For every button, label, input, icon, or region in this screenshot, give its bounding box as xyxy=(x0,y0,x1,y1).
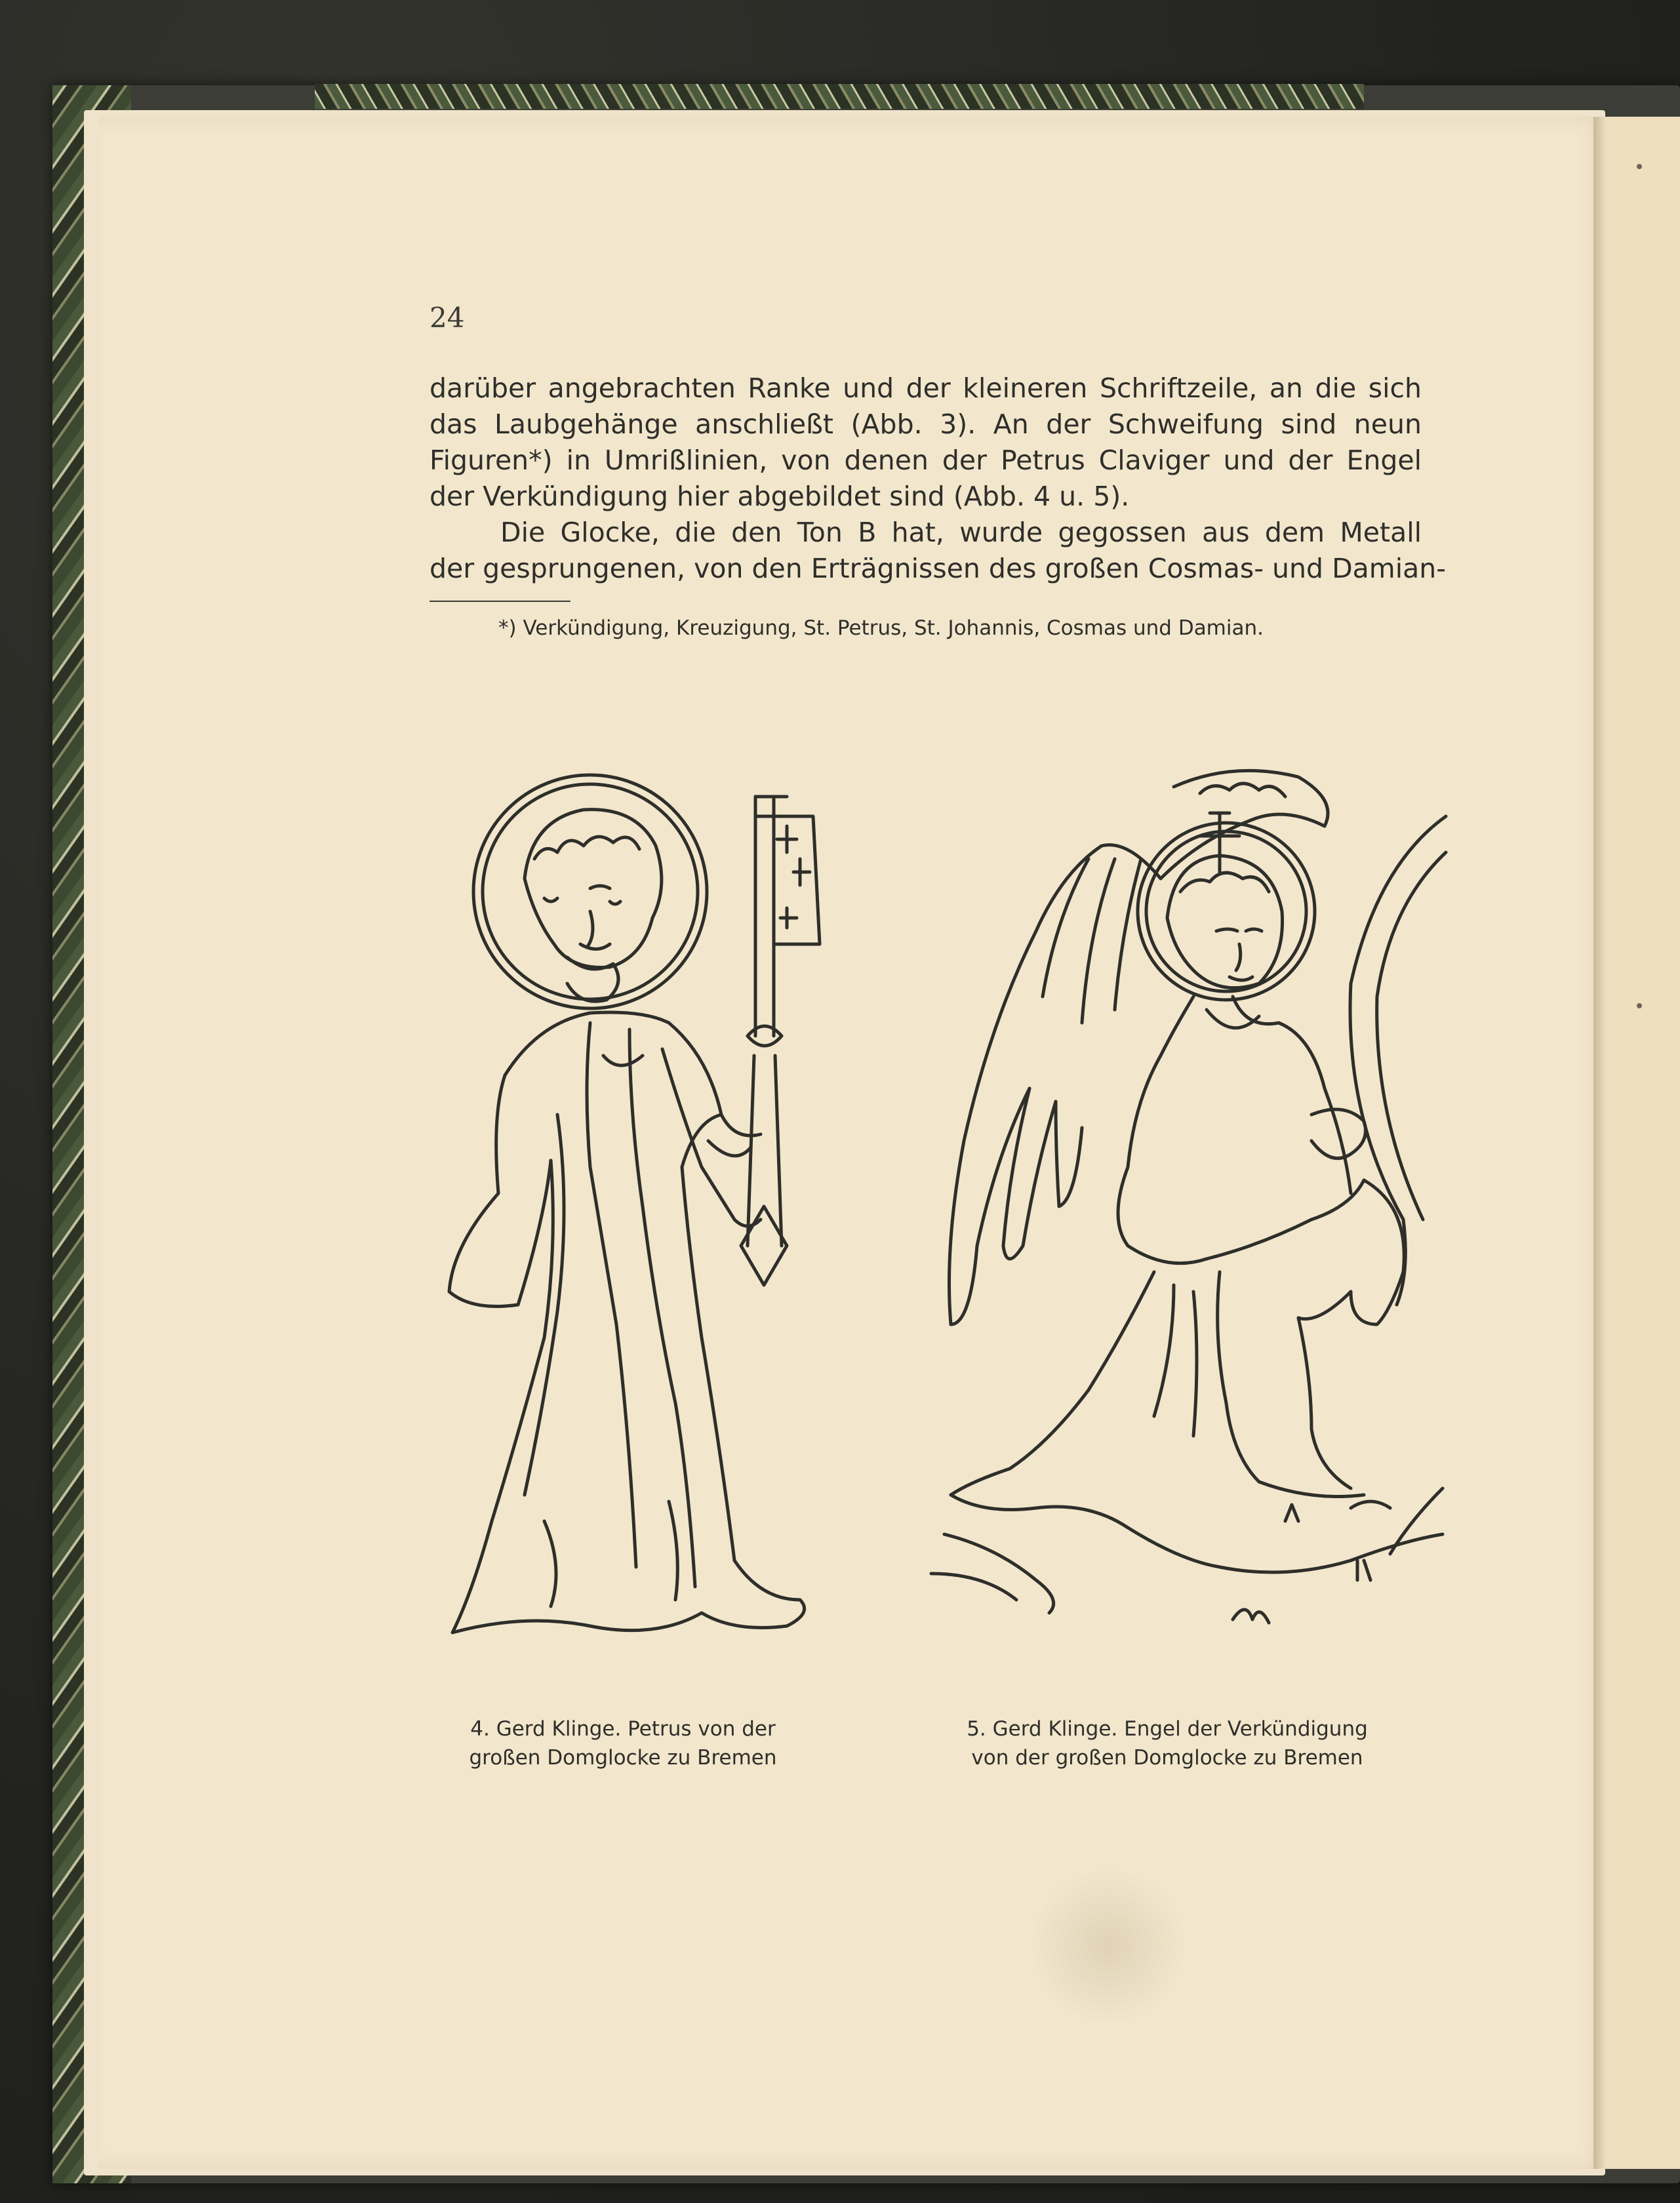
figure-petrus-drawing xyxy=(393,747,866,1685)
footnote-rule xyxy=(430,601,570,602)
footnote: *) Verkündigung, Kreuzigung, St. Petrus, St. Johannis, Cosmas und Damian. xyxy=(498,616,1264,640)
page-number: 24 xyxy=(430,302,465,334)
figure-engel-drawing xyxy=(892,747,1456,1685)
caption-line: 5. Gerd Klinge. Engel der Verkündigung xyxy=(967,1717,1368,1741)
text-line: Figuren*) in Umrißlinien, von denen der Petrus Claviger und der Engel xyxy=(430,445,1422,476)
facing-page-edge xyxy=(1605,117,1680,2169)
caption-line: 4. Gerd Klinge. Petrus von der xyxy=(470,1717,776,1741)
page-gutter xyxy=(1593,117,1605,2169)
facing-page-mark xyxy=(1637,1003,1642,1008)
caption-line: von der großen Domglocke zu Bremen xyxy=(971,1746,1363,1770)
text-line: der gesprungenen, von den Erträgnissen des großen Cosmas- und Damian- xyxy=(430,553,1446,584)
facing-page-mark xyxy=(1637,164,1642,169)
text-line: darüber angebrachten Ranke und der kleineren Schriftzeile, an die sich xyxy=(430,372,1422,404)
text-line: das Laubgehänge anschließt (Abb. 3). An der Schweifung sind neun xyxy=(430,408,1422,440)
body-text xyxy=(430,370,1446,587)
text-line: der Verkündigung hier abgebildet sind (Abb. 4 u. 5). xyxy=(430,481,1130,512)
marbled-cover-top xyxy=(315,84,1364,109)
caption-line: großen Domglocke zu Bremen xyxy=(469,1746,777,1770)
figure-4-caption xyxy=(420,1715,826,1772)
text-line: Die Glocke, die den Ton B hat, wurde gegossen aus dem Metall xyxy=(500,517,1422,548)
figure-5-caption xyxy=(911,1715,1423,1772)
